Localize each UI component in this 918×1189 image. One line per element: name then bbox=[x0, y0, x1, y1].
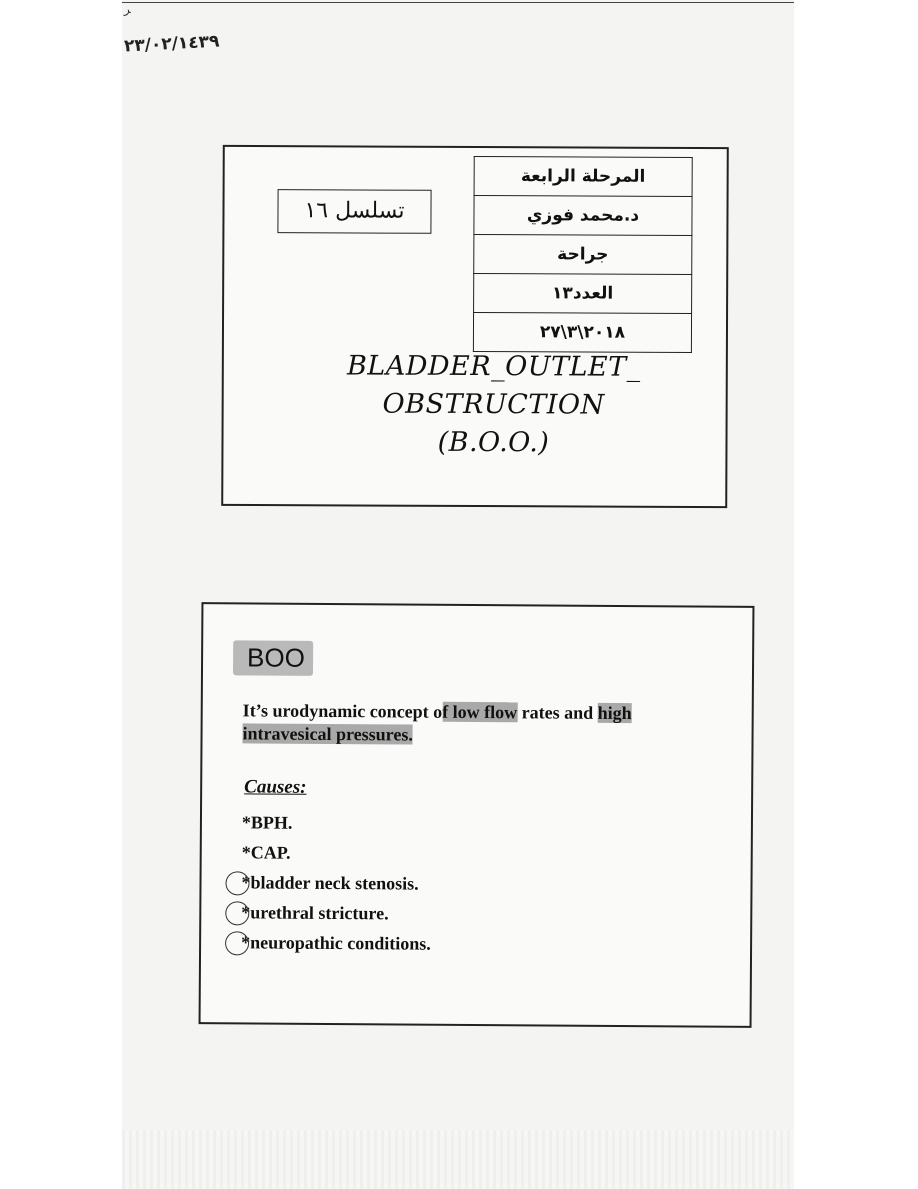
info-date: ٢٠١٨\٣\٢٧ bbox=[473, 312, 691, 352]
cause-text: *BPH. bbox=[241, 812, 293, 833]
list-item bbox=[241, 897, 431, 928]
title-line-1: BLADDER_OUTLET_ bbox=[346, 350, 641, 383]
cause-text: *bladder neck stenosis. bbox=[241, 872, 419, 894]
content-slide bbox=[199, 602, 755, 1028]
concept-paragraph bbox=[242, 699, 732, 748]
corner-mark: ﺮ bbox=[124, 2, 131, 16]
title-line-3: (B.O.O.) bbox=[437, 426, 550, 459]
concept-text-2: rates and bbox=[517, 702, 598, 723]
highlight-low-flow: f low flow bbox=[442, 701, 518, 723]
causes-label: Causes: bbox=[244, 776, 307, 798]
info-table bbox=[473, 156, 693, 353]
concept-text-1: It’s urodynamic concept o bbox=[242, 700, 443, 722]
list-item bbox=[242, 807, 432, 838]
info-issue: العدد١٣ bbox=[474, 273, 692, 313]
handwritten-circle bbox=[225, 871, 249, 895]
handwritten-date: ٢٣/٠٢/١٤٣٩ bbox=[123, 31, 220, 57]
info-stage: المرحلة الرابعة bbox=[474, 156, 692, 196]
top-edge-line bbox=[122, 2, 794, 3]
cause-text: *neuropathic conditions. bbox=[241, 932, 431, 954]
highlight-intravesical: intravesical pressures. bbox=[242, 723, 413, 745]
cause-text: *urethral stricture. bbox=[241, 902, 389, 924]
cause-text: *CAP. bbox=[241, 842, 291, 863]
handwritten-circle bbox=[225, 901, 249, 925]
scan-noise bbox=[122, 1130, 794, 1189]
list-item bbox=[241, 867, 431, 898]
highlight-high: high bbox=[597, 702, 632, 724]
info-subject: جراحة bbox=[474, 234, 692, 274]
causes-list bbox=[241, 807, 432, 958]
info-doctor: د.محمد فوزي bbox=[474, 195, 692, 235]
handwritten-circle bbox=[225, 931, 249, 955]
list-item bbox=[242, 837, 432, 868]
title-line-2: OBSTRUCTION bbox=[382, 388, 605, 421]
slide-title bbox=[283, 347, 703, 463]
list-item bbox=[241, 927, 431, 958]
title-slide bbox=[221, 145, 729, 508]
series-number-box: تسلسل ١٦ bbox=[277, 189, 431, 234]
slide-heading: BOO bbox=[233, 640, 313, 676]
